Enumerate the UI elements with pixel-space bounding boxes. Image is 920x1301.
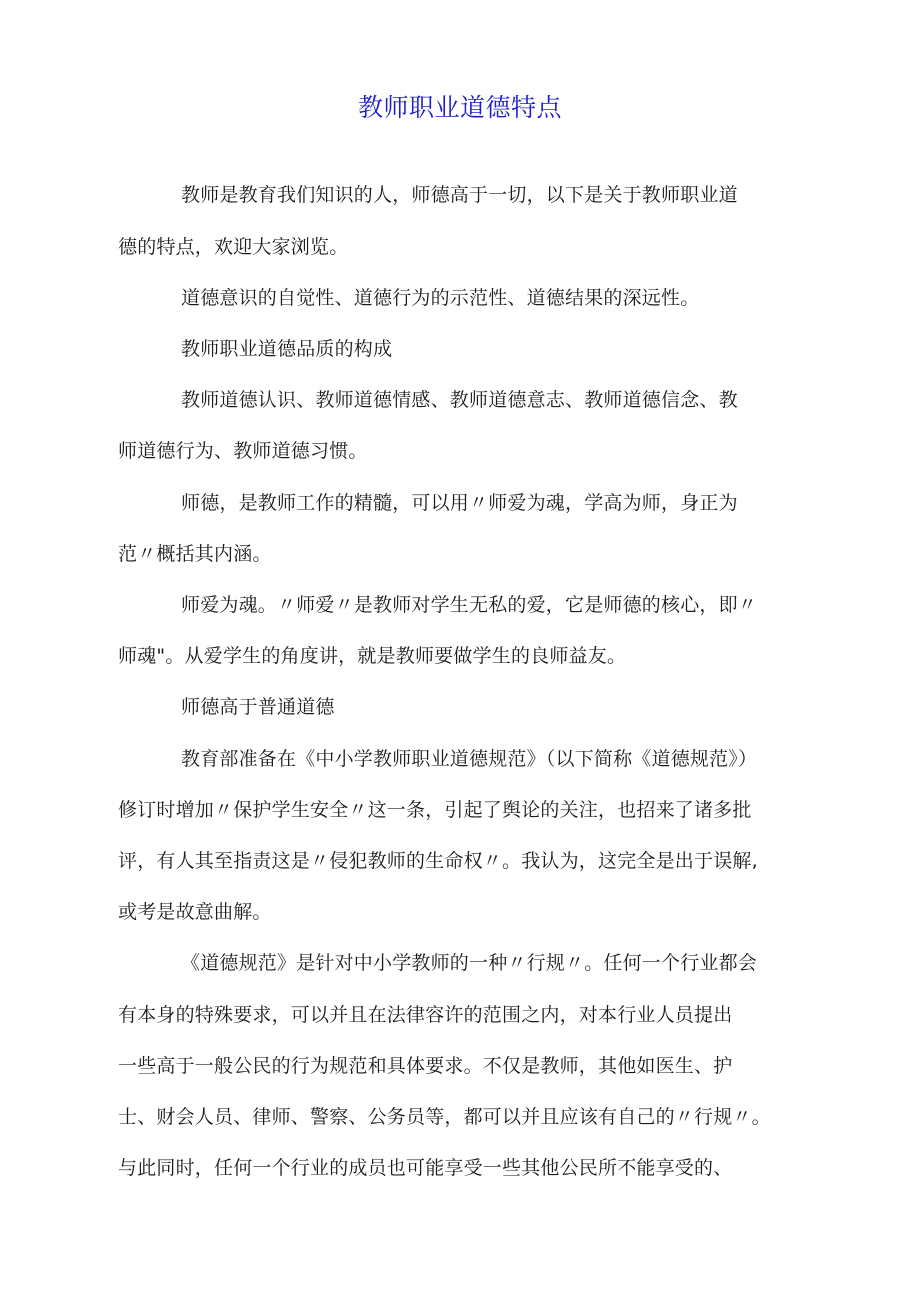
paragraph-rules-line-2: 有本身的特殊要求，可以并且在法律容许的范围之内，对本行业人员提出 [118,1004,733,1026]
paragraph-revision-line-3: 评，有人其至指责这是〃侵犯教师的生命权〃。我认为，这完全是出于误解, [118,850,758,872]
paragraph-intro-line-2: 德的特点，欢迎大家浏览。 [118,236,349,258]
paragraph-essence-line-1: 师德，是教师工作的精髓，可以用〃师爱为魂，学高为师，身正为 [181,492,738,514]
paragraph-revision-line-2: 修订时增加〃保护学生安全〃这一条，引起了舆论的关注，也招来了诸多批 [118,799,752,821]
paragraph-revision-line-4: 或考是故意曲解。 [118,901,272,923]
paragraph-love-line-1: 师爱为魂。〃师爱〃是教师对学生无私的爱，它是师德的核心，即〃 [181,594,758,616]
paragraph-intro-line-1: 教师是教育我们知识的人，师德高于一切，以下是关于教师职业道 [181,184,738,206]
paragraph-essence-line-2: 范〃概括其内涵。 [118,543,272,565]
paragraph-rules-line-4: 士、财会人员、律师、警察、公务员等，都可以并且应该有自己的〃行规〃。 [118,1106,771,1128]
section-heading-composition: 教师职业道德品质的构成 [181,338,393,360]
paragraph-love-line-2: 师魂"。从爱学生的角度讲，就是教师要做学生的良师益友。 [118,645,627,667]
paragraph-rules-line-5: 与此同时，任何一个行业的成员也可能享受一些其他公民所不能享受的、 [118,1157,733,1179]
paragraph-rules-line-3: 一些高于一般公民的行为规范和具体要求。不仅是教师，其他如医生、护 [118,1055,733,1077]
paragraph-rules-line-1: 《道德规范》是针对中小学教师的一种〃行规〃。任何一个行业都会 [181,952,758,974]
paragraph-composition-line-1: 教师道德认识、教师道德情感、教师道德意志、教师道德信念、教 [181,389,738,411]
paragraph-revision-line-1: 教育部准备在《中小学教师职业道德规范》（以下简称《道德规范》） [181,748,758,770]
paragraph-characteristics: 道德意识的自觉性、道德行为的示范性、道德结果的深远性。 [181,287,700,309]
paragraph-composition-line-2: 师道德行为、教师道德习惯。 [118,440,368,462]
section-heading-higher-morality: 师德高于普通道德 [181,696,335,718]
document-title: 教师职业道德特点 [357,93,562,122]
